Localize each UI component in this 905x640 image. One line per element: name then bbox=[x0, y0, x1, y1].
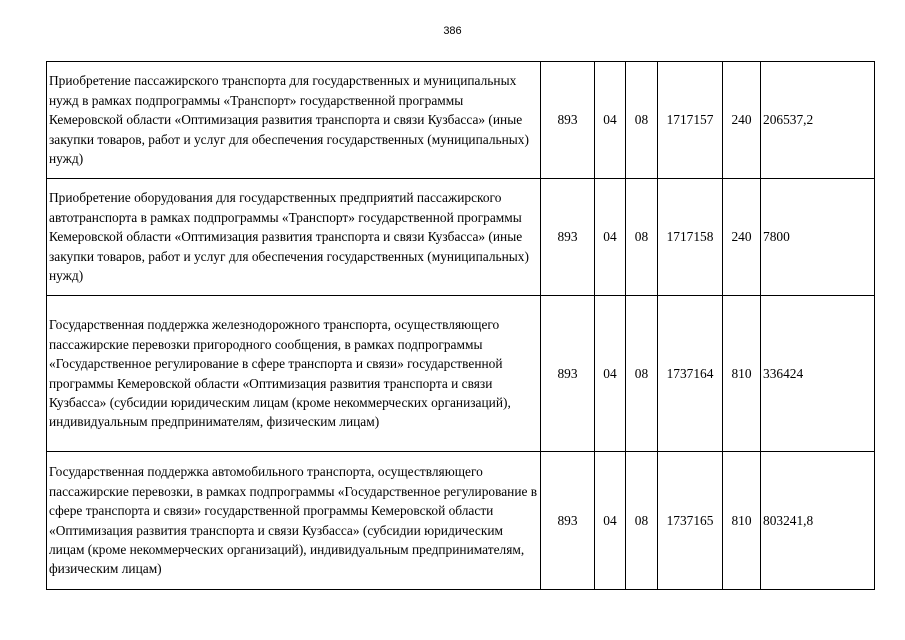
expense-type-code: 810 bbox=[723, 452, 761, 590]
target-article-code: 1737165 bbox=[658, 452, 723, 590]
amount-value: 336424 bbox=[761, 296, 875, 452]
expense-type-code: 240 bbox=[723, 62, 761, 179]
subsection-code: 08 bbox=[626, 62, 658, 179]
budget-table bbox=[46, 61, 875, 590]
expense-type-code: 240 bbox=[723, 179, 761, 296]
ministry-code: 893 bbox=[541, 452, 595, 590]
target-article-code: 1717158 bbox=[658, 179, 723, 296]
amount-value: 7800 bbox=[761, 179, 875, 296]
row-description: Государственная поддержка автомобильного транспорта, осуществляющего пассажирские перевозки, в рамках подпрограммы «Государственное регулирование в сфере транспорта и связи» государственной программы Кемеровской области «Оптимизация развития транспорта и связи Кузбасса» (субсидии юридическим лицам (кроме некоммерческих организаций), индивидуальным предпринимателям, физическим лицам) bbox=[47, 452, 541, 590]
section-code: 04 bbox=[595, 179, 626, 296]
table-row bbox=[47, 62, 875, 179]
amount-value: 803241,8 bbox=[761, 452, 875, 590]
expense-type-code: 810 bbox=[723, 296, 761, 452]
row-description: Приобретение оборудования для государственных предприятий пассажирского автотранспорта в рамках подпрограммы «Транспорт» государственной программы Кемеровской области «Оптимизация развития транспорта и связи Кузбасса» (иные закупки товаров, работ и услуг для обеспечения государственных (муниципальных) нужд) bbox=[47, 179, 541, 296]
subsection-code: 08 bbox=[626, 296, 658, 452]
table-row bbox=[47, 179, 875, 296]
subsection-code: 08 bbox=[626, 452, 658, 590]
ministry-code: 893 bbox=[541, 296, 595, 452]
table-row bbox=[47, 296, 875, 452]
section-code: 04 bbox=[595, 296, 626, 452]
target-article-code: 1737164 bbox=[658, 296, 723, 452]
table-row bbox=[47, 452, 875, 590]
section-code: 04 bbox=[595, 62, 626, 179]
page-number: 386 bbox=[443, 25, 462, 37]
row-description: Государственная поддержка железнодорожного транспорта, осуществляющего пассажирские перевозки пригородного сообщения, в рамках подпрограммы «Государственное регулирование в сфере транспорта и связи» государственной программы Кемеровской области «Оптимизация развития транспорта и связи Кузбасса» (субсидии юридическим лицам (кроме некоммерческих организаций), индивидуальным предпринимателям, физическим лицам) bbox=[47, 296, 541, 452]
ministry-code: 893 bbox=[541, 179, 595, 296]
subsection-code: 08 bbox=[626, 179, 658, 296]
amount-value: 206537,2 bbox=[761, 62, 875, 179]
row-description: Приобретение пассажирского транспорта для государственных и муниципальных нужд в рамках подпрограммы «Транспорт» государственной программы Кемеровской области «Оптимизация развития транспорта и связи Кузбасса» (иные закупки товаров, работ и услуг для обеспечения государственных (муниципальных) нужд) bbox=[47, 62, 541, 179]
ministry-code: 893 bbox=[541, 62, 595, 179]
section-code: 04 bbox=[595, 452, 626, 590]
target-article-code: 1717157 bbox=[658, 62, 723, 179]
